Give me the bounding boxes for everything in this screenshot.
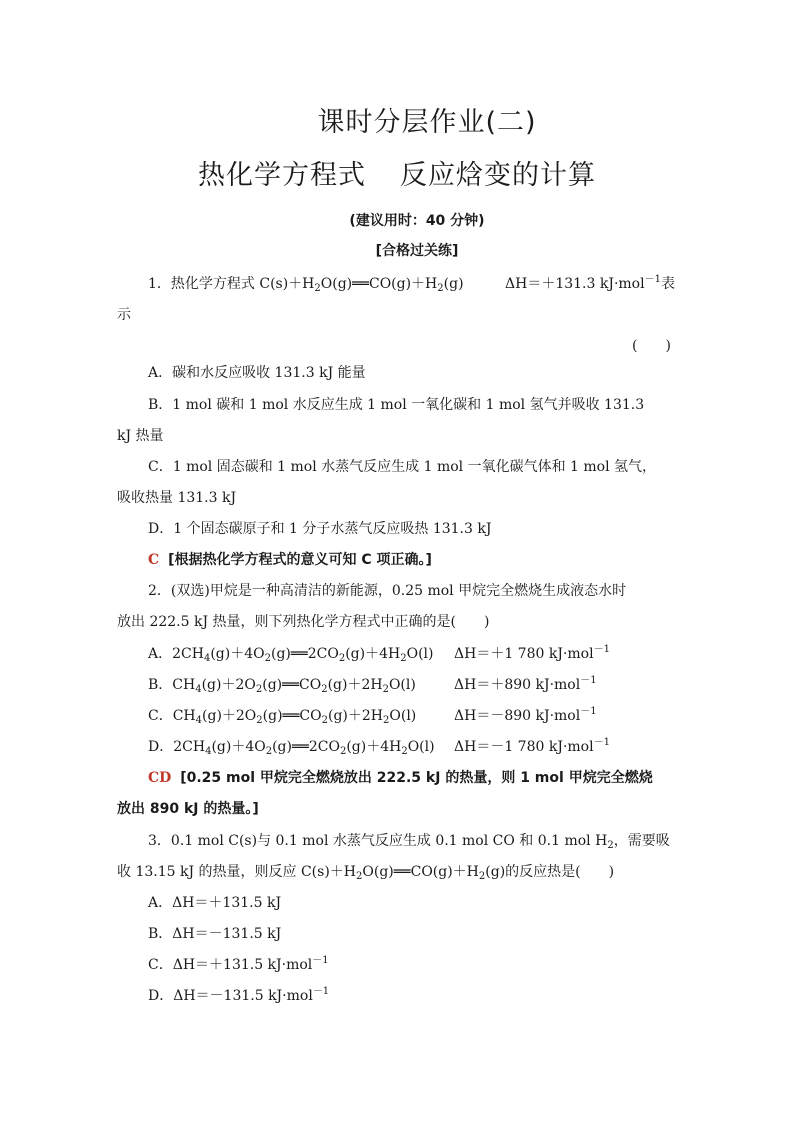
q1-answer-bracket: ( )	[632, 338, 671, 354]
q3-stem-line1: 3．0.1 mol C(s)与 0.1 mol 水蒸气反应生成 0.1 mol CO 和 0.1 mol $H_2$，需要吸	[148, 833, 670, 851]
q3-option-a: A．ΔH＝＋131.5 kJ	[148, 895, 282, 911]
q1-option-b-line1: B．1 mol 碳和 1 mol 水反应生成 1 mol 一氧化碳和 1 mol 氢气并吸收 131.3	[148, 397, 645, 413]
q2-stem-line1: 2．(双选)甲烷是一种高清洁的新能源，0.25 mol 甲烷完全燃烧生成液态水时	[148, 583, 627, 599]
page-title: 课时分层作业(二)	[317, 107, 537, 138]
subtitle-part1: 热化学方程式	[198, 160, 366, 191]
q3-option-d: D．ΔH＝－131.5 kJ·mol$^{-1}$	[148, 986, 330, 1004]
q1-option-b-line2: kJ 热量	[117, 428, 164, 444]
q1-delta-h: ΔH＝＋131.3 kJ·mol$^{-1}$表	[505, 274, 675, 292]
q2-option-a-dh: ΔH＝＋1 780 kJ·mol$^{-1}$	[454, 644, 610, 662]
subtitle-part2: 反应焓变的计算	[400, 160, 596, 191]
q2-option-b: B．$CH_4(g)+2O_2(g)══CO_2(g)+2H_2O(l)$	[148, 677, 416, 695]
q1-explanation: [根据热化学方程式的意义可知 C 项正确。]	[168, 552, 432, 568]
q2-answer: CD	[148, 770, 172, 786]
page-subtitle	[0, 153, 794, 192]
q3-option-b: B．ΔH＝－131.5 kJ	[148, 926, 282, 942]
section-heading: [合格过关练]	[375, 243, 459, 259]
time-hint: (建议用时：40 分钟)	[349, 213, 485, 229]
q2-option-a: A．$2CH_4(g)+4O_2(g)══2CO_2(g)+4H_2O(l)$	[148, 646, 434, 664]
q2-explanation-line1: [0.25 mol 甲烷完全燃烧放出 222.5 kJ 的热量，则 1 mol 甲烷完全燃烧	[180, 770, 653, 786]
q1-stem-line2: 示	[117, 307, 131, 323]
q1-option-c-line2: 吸收热量 131.3 kJ	[117, 490, 237, 506]
q3-option-c: C．ΔH＝＋131.5 kJ·mol$^{-1}$	[148, 955, 329, 973]
q2-option-c: C．$CH_4(g)+2O_2(g)══CO_2(g)+2H_2O(l)$	[148, 708, 417, 726]
q2-option-d-dh: ΔH＝－1 780 kJ·mol$^{-1}$	[454, 737, 610, 755]
q2-option-c-dh: ΔH＝－890 kJ·mol$^{-1}$	[454, 706, 597, 724]
q2-answer-explanation	[148, 768, 653, 788]
q2-option-d: D．$2CH_4(g)+4O_2(g)══2CO_2(g)+4H_2O(l)$	[148, 739, 435, 757]
q1-answer: C	[148, 552, 160, 568]
q2-explanation-line2: 放出 890 kJ 的热量。]	[117, 801, 259, 817]
q3-stem-line2: 收 13.15 kJ 的热量，则反应 $C(s)+H_2O(g)══CO(g)+H_2(g)$的反应热是( )	[117, 864, 615, 882]
q2-stem-line2: 放出 222.5 kJ 热量，则下列热化学方程式中正确的是( )	[117, 614, 490, 630]
q2-option-b-dh: ΔH＝＋890 kJ·mol$^{-1}$	[454, 675, 597, 693]
q1-answer-explanation	[148, 550, 432, 570]
q1-option-d: D．1 个固态碳原子和 1 分子水蒸气反应吸热 131.3 kJ	[148, 521, 492, 537]
q1-option-a: A．碳和水反应吸收 131.3 kJ 能量	[148, 365, 366, 381]
q1-stem-line1: 1．热化学方程式 $C(s)+H_2O(g)══CO(g)+H_2(g)$	[148, 276, 464, 294]
q1-option-c-line1: C．1 mol 固态碳和 1 mol 水蒸气反应生成 1 mol 一氧化碳气体和 1 mol 氢气，	[148, 459, 657, 475]
